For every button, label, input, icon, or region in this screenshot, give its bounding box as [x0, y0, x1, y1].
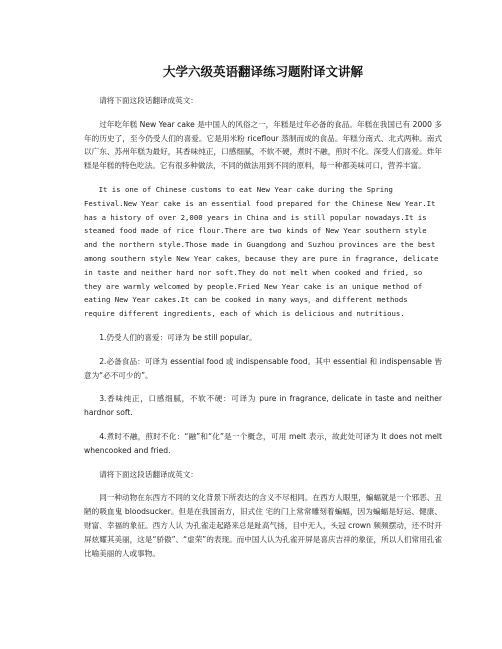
note-1: 1.仍受人们的喜爱：可译为 be still popular。: [99, 332, 257, 342]
note-2: 2.必备食品：可译为 essential food 或 indispensable food。其中 essential 和 indispensable 皆意为“必不可少的”。: [84, 356, 442, 380]
passage-cn-1: 过年吃年糕 New Year cake 是中国人的风俗之一，年糕是过年必备的食品。年糕在我国已有 2000 多年的历史了，至今仍受人们的喜爱。它是用米粉 riceflour 蒸制而成的食品。年糕分南式、北式两种。南式以广东、苏州年糕为最好，其香味纯正，口感细腻，不软不硬，煮时不融，煎时不化。深受人们喜爱。炸年糕是年糕的特色吃法。它有很多种做法，不同的做法用到不同的原料，每一种都美味可口，营养丰富。: [84, 119, 442, 171]
note-4: 4.煮时不融，煎时不化：“融”和“化”是一个概念，可用 melt 表示，故此处可译为 It does not melt whencooked and fried.: [84, 431, 442, 455]
instruction-1: 请将下面这段话翻译成英文：: [99, 96, 198, 105]
page-title: 大学六级英语翻译练习题附译文讲解: [162, 64, 363, 79]
note-3: 3.香味纯正，口感细腻，不软不硬：可译为 pure in fragrance, delicate in taste and neither hardnor soft.: [84, 394, 442, 418]
passage-en-1: It is one of Chinese customs to eat New Year cake during the Spring Festival.New Year cake is an essential food prepared for the Chinese New Year.It has a history of over 2,000 years in China and is still popular nowadays.It is steamed food made of rice flour.There are two kinds of New Year southern style and the northern style.Those made in Guangdong and Suzhou provinces are the best among southern style New Year cakes，because they are pure in fragrance, delicate in taste and neither hard nor soft.They do not melt when cooked and fried, so they are warmly welcomed by people.Fried New Year cake is an unique method of eating New Year cakes.It can be cooked in many ways，and different methods require different ingredients, each of which is delicious and nutritious.: [84, 184, 439, 319]
instruction-2: 请将下面这段话翻译成英文：: [99, 469, 198, 479]
passage-cn-2: 同一种动物在东西方不同的文化背景下所表达的含义不尽相同。在西方人眼里，蝙蝠就是一个邪恶、丑陋的吸血鬼 bloodsucker。但是在我国南方，旧式住 宅的门上常常雕刻着蝙蝠，因为蝙蝠是好运、健康、财富、幸福的象征。西方人认 为孔雀走起路来总是趾高气扬，目中无人，头冠 crown 频频摆动，还不时开屏炫耀其美丽，这是“骄傲”、“虚荣”的表现。而中国人认为孔雀开屏是喜庆吉祥的象征，所以人们常用孔雀比喻美丽的人或事物。: [84, 493, 442, 558]
